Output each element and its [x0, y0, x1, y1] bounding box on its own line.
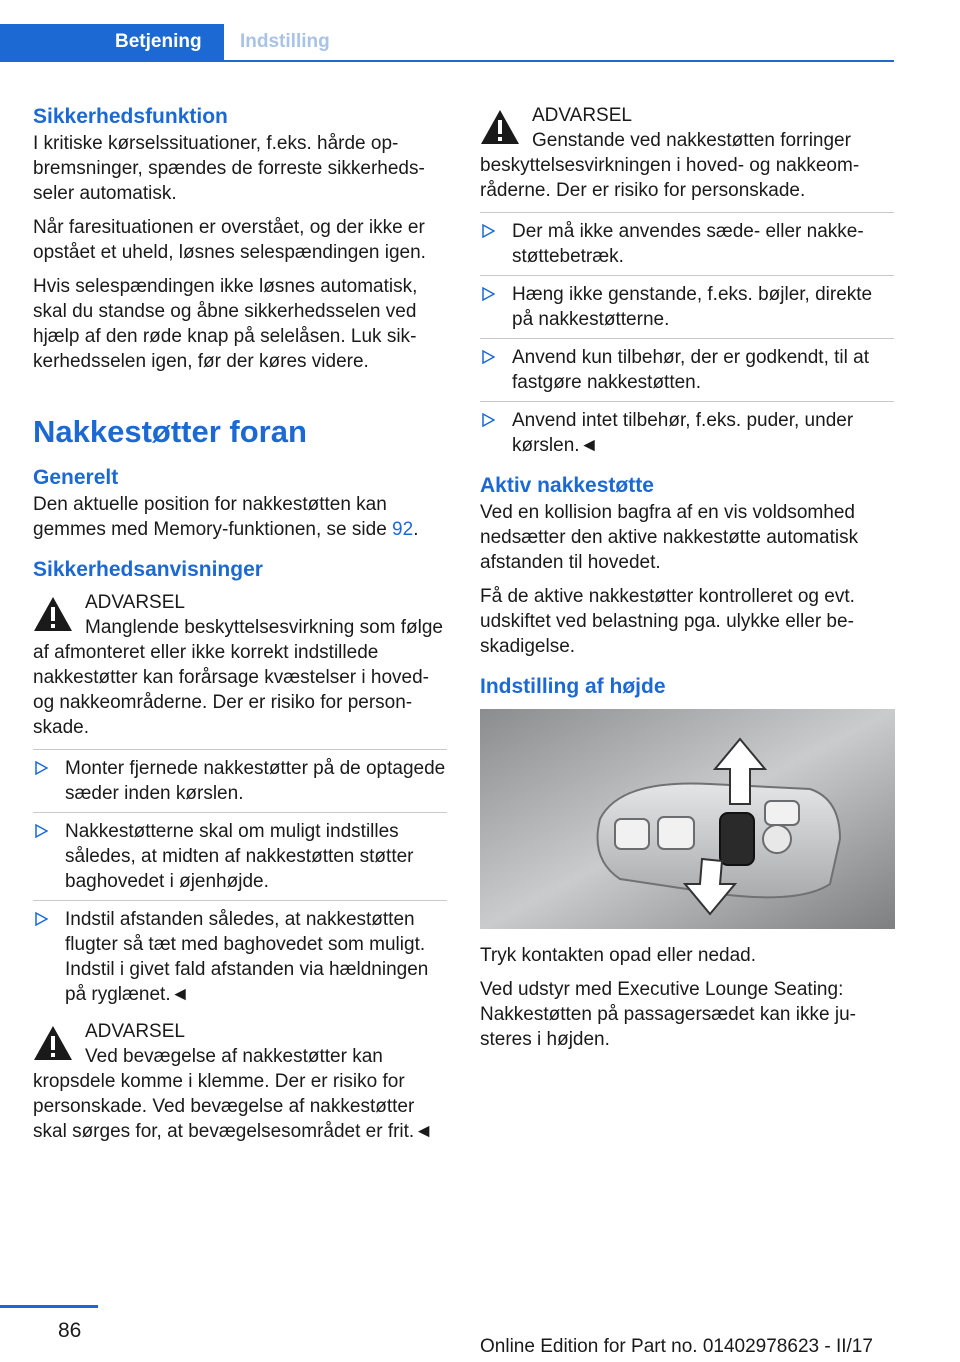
list-item-text: Anvend intet tilbehør, f.eks. puder, under kørslen.◄ — [512, 410, 854, 456]
section-title-aktiv-nakkestotte: Aktiv nakkestøtte — [480, 474, 654, 497]
warning-block — [480, 103, 894, 203]
paragraph: Ved udstyr med Executive Lounge Seating: Nakkestøtten på passagersædet kan ikke justeres i højden. — [480, 979, 856, 1050]
list-item — [33, 812, 447, 900]
warning-text: Genstande ved nakkestøtten forringer beskyttelsesvirkningen i hoved- og nakkeområderne. Der er risiko for personskade. — [480, 130, 860, 201]
warning-text: Manglende beskyttelsesvirkning som følge af afmonteret eller ikke korrekt indstillede nakkestøtter kan forårsage kvæstelser i hoved- og nakkeområderne. Der er risiko for personskade. — [33, 617, 444, 738]
warning-title: ADVARSEL — [532, 105, 632, 126]
list-item — [480, 212, 894, 275]
paragraph-text: Den aktuelle position for nakkestøtten kan gemmes med Memory-funktionen, se side — [33, 494, 393, 540]
paragraph: I kritiske kørselssituationer, f.eks. hårde opbremsninger, spændes de forreste sikkerhedsseler automatisk. — [33, 133, 425, 204]
paragraph: Ved en kollision bagfra af en vis voldsomhed nedsætter den aktive nakkestøtte automatisk afstanden til hovedet. — [480, 502, 859, 573]
paragraph: Få de aktive nakkestøtter kontrolleret og evt. udskiftet ved belastning pga. ulykke eller beskadigelse. — [480, 586, 855, 657]
list-item — [480, 275, 894, 338]
left-column — [33, 103, 447, 1153]
list-item-text: Monter fjernede nakkestøtter på de optagede sæder inden kørslen. — [65, 758, 446, 804]
warning-text: Ved bevægelse af nakkestøtter kan kropsdele komme i klemme. Der er risiko for personskade. Ved bevægelse af nakkestøtter skal sørges for, at bevægelsesområdet er frit.◄ — [33, 1046, 434, 1142]
footer-edition: Online Edition for Part no. 01402978623 - II/17 — [480, 1336, 873, 1357]
paragraph-end: . — [413, 519, 419, 540]
list-item — [480, 401, 894, 464]
list-item — [33, 900, 447, 1013]
warning-icon — [33, 1025, 73, 1061]
bullet-list — [480, 212, 894, 464]
page-header — [0, 24, 894, 62]
section-title-sikkerhedsanvisninger: Sikkerhedsanvisninger — [33, 558, 263, 581]
paragraph — [33, 492, 447, 542]
tab-betjening[interactable]: Betjening — [0, 24, 224, 62]
list-item — [480, 338, 894, 401]
list-item-text: Anvend kun tilbehør, der er godkendt, til at fastgøre nakkestøtten. — [512, 347, 869, 393]
paragraph: Tryk kontakten opad eller nedad. — [480, 945, 757, 966]
headrest-switch-illustration — [480, 709, 895, 929]
triangle-bullet-icon — [482, 224, 495, 238]
warning-title: ADVARSEL — [85, 1021, 185, 1042]
triangle-bullet-icon — [35, 824, 48, 838]
list-item-text: Hæng ikke genstande, f.eks. bøjler, direkte på nakkestøtterne. — [512, 284, 873, 330]
chapter-heading: Nakkestøtter foran — [33, 414, 307, 449]
warning-block — [33, 1019, 447, 1144]
list-item-text: Indstil afstanden således, at nakkestøtten flugter så tæt med baghovedet som muligt. Indstil i givet fald afstanden via hældningen på ryglænet.◄ — [65, 909, 429, 1005]
triangle-bullet-icon — [482, 350, 495, 364]
bullet-list — [33, 749, 447, 1013]
list-item-text: Der må ikke anvendes sæde- eller nakkestøttebetræk. — [512, 221, 864, 267]
warning-block — [33, 590, 447, 740]
right-column — [480, 103, 894, 1061]
footer-rule — [0, 1305, 98, 1308]
section-title-generelt: Generelt — [33, 466, 119, 489]
page-number: 86 — [58, 1319, 82, 1342]
triangle-bullet-icon — [482, 413, 495, 427]
triangle-bullet-icon — [482, 287, 495, 301]
page-link[interactable]: 92 — [392, 519, 414, 540]
warning-icon — [480, 109, 520, 145]
triangle-bullet-icon — [35, 912, 48, 926]
list-item — [33, 749, 447, 812]
section-title-indstilling-af-hojde: Indstilling af højde — [480, 675, 666, 698]
section-title-sikkerhedsfunktion: Sikkerhedsfunktion — [33, 105, 228, 128]
warning-icon — [33, 596, 73, 632]
triangle-bullet-icon — [35, 761, 48, 775]
paragraph: Når faresituationen er overstået, og der ikke er opstået et uheld, løsnes selespændingen igen. — [33, 217, 426, 263]
paragraph: Hvis selespændingen ikke løsnes automatisk, skal du standse og åbne sikkerhedsselen ved hjælp af den røde knap på selelåsen. Luk sikkerhedsselen igen, før der køres videre. — [33, 276, 418, 372]
warning-title: ADVARSEL — [85, 592, 185, 613]
tab-indstilling[interactable]: Indstilling — [240, 31, 330, 52]
list-item-text: Nakkestøtterne skal om muligt indstilles således, at midten af nakkestøtten støtter baghovedet i øjenhøjde. — [65, 821, 414, 892]
